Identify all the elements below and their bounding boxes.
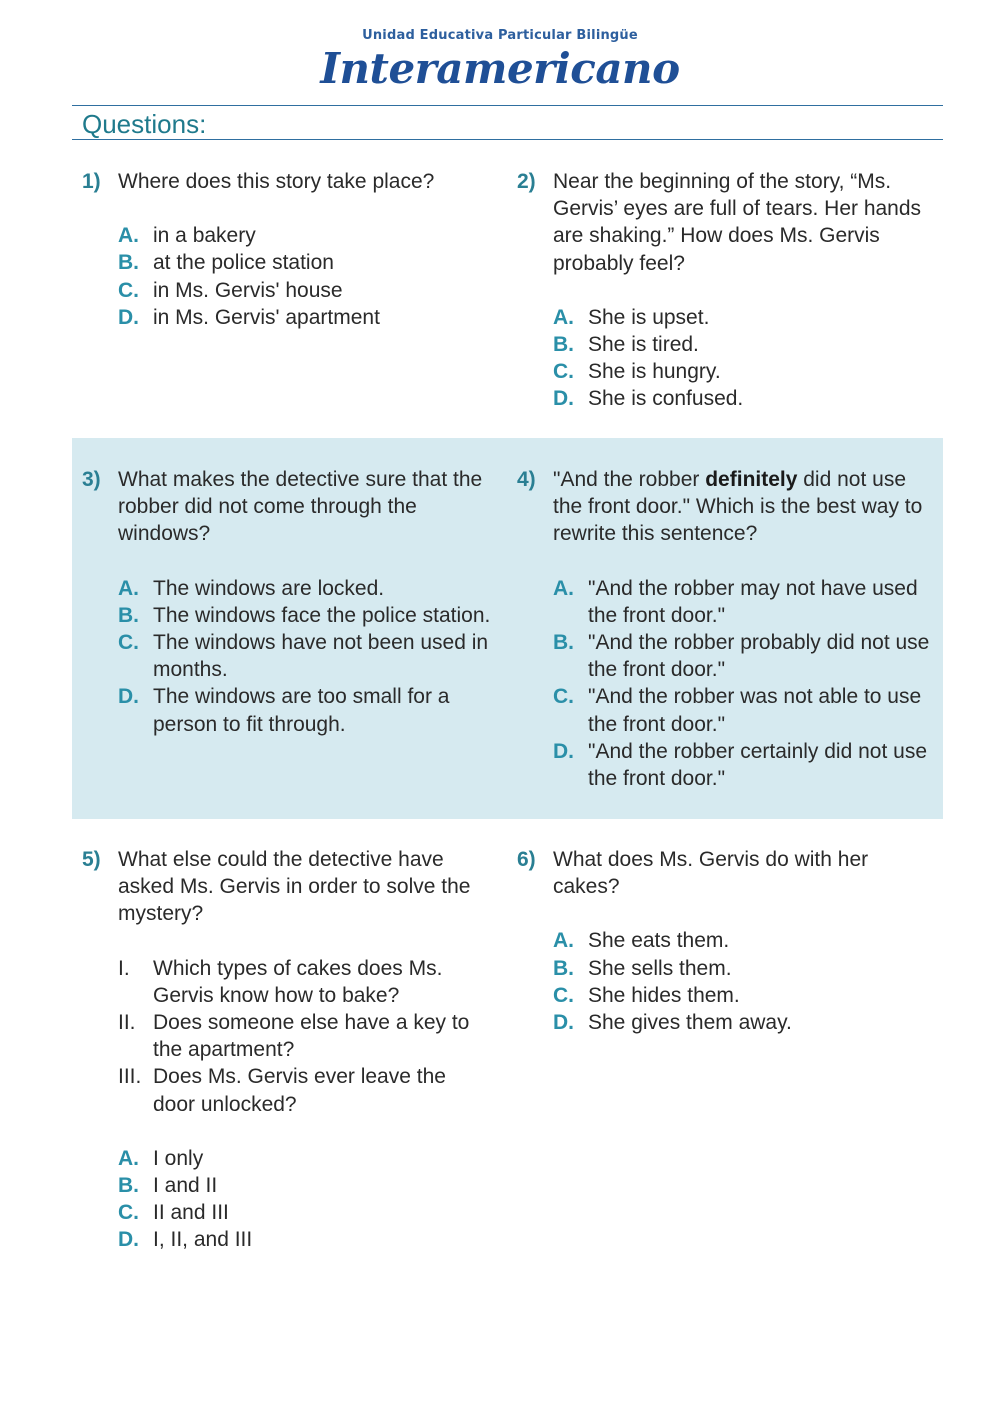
option-text: She is tired. bbox=[588, 333, 699, 357]
option-text: "And the robber may not have used the front door." bbox=[588, 576, 918, 627]
question-number: 6) bbox=[517, 848, 536, 871]
option-text: at the police station bbox=[153, 251, 334, 275]
option-c[interactable] bbox=[553, 358, 922, 385]
option-letter: D. bbox=[553, 739, 574, 763]
option-letter: A. bbox=[118, 576, 139, 600]
option-d[interactable] bbox=[553, 385, 922, 412]
option-letter: B. bbox=[553, 956, 574, 980]
option-letter: C. bbox=[553, 360, 574, 384]
option-text: II and III bbox=[153, 1201, 229, 1225]
option-a[interactable] bbox=[118, 575, 497, 602]
option-a[interactable] bbox=[553, 304, 922, 331]
option-letter: A. bbox=[118, 224, 139, 248]
roman-statements bbox=[118, 955, 492, 1118]
answer-options bbox=[118, 1145, 492, 1254]
option-text: "And the robber was not able to use the front door." bbox=[588, 685, 922, 736]
question-3 bbox=[82, 466, 497, 738]
question-text: What does Ms. Gervis do with her cakes? bbox=[553, 848, 869, 899]
statement-numeral: III. bbox=[118, 1065, 142, 1089]
option-d[interactable] bbox=[118, 683, 497, 737]
option-d[interactable] bbox=[118, 1226, 492, 1253]
option-c[interactable] bbox=[118, 277, 492, 304]
option-text: in Ms. Gervis' house bbox=[153, 278, 343, 302]
answer-options bbox=[118, 575, 497, 738]
option-text: She eats them. bbox=[588, 929, 730, 953]
answer-options bbox=[553, 304, 922, 413]
option-text: I only bbox=[153, 1146, 204, 1170]
option-letter: C. bbox=[553, 685, 574, 709]
option-text: She gives them away. bbox=[588, 1011, 792, 1035]
option-c[interactable] bbox=[118, 1199, 492, 1226]
statement-2 bbox=[118, 1009, 492, 1063]
option-letter: C. bbox=[118, 631, 139, 655]
question-number: 4) bbox=[517, 468, 536, 491]
option-text: in a bakery bbox=[153, 224, 256, 248]
statement-1 bbox=[118, 955, 492, 1009]
option-letter: B. bbox=[118, 251, 139, 275]
question-number: 3) bbox=[82, 468, 101, 491]
school-name: Unidad Educativa Particular Bilingüe bbox=[362, 28, 638, 43]
question-number: 1) bbox=[82, 170, 101, 193]
statement-numeral: I. bbox=[118, 956, 130, 980]
option-d[interactable] bbox=[118, 304, 492, 331]
option-letter: D. bbox=[553, 1011, 574, 1035]
option-letter: D. bbox=[118, 305, 139, 329]
brand-logo: Interamericano bbox=[320, 44, 680, 93]
header-rule-top bbox=[72, 105, 943, 106]
option-letter: B. bbox=[118, 603, 139, 627]
option-b[interactable] bbox=[118, 602, 497, 629]
option-text: She hides them. bbox=[588, 983, 740, 1007]
question-1 bbox=[82, 168, 492, 331]
option-text: The windows are too small for a person to fit through. bbox=[153, 685, 450, 736]
option-b[interactable] bbox=[553, 331, 922, 358]
statement-text: Which types of cakes does Ms. Gervis know how to bake? bbox=[153, 956, 443, 1007]
option-text: in Ms. Gervis' apartment bbox=[153, 305, 380, 329]
option-letter: B. bbox=[118, 1174, 139, 1198]
option-c[interactable] bbox=[118, 629, 497, 683]
option-letter: B. bbox=[553, 631, 574, 655]
option-letter: A. bbox=[553, 929, 574, 953]
option-d[interactable] bbox=[553, 1009, 922, 1036]
question-text-emphasis: definitely bbox=[705, 468, 798, 491]
statement-3 bbox=[118, 1063, 492, 1117]
option-letter: C. bbox=[118, 1201, 139, 1225]
option-text: The windows are locked. bbox=[153, 576, 385, 600]
question-4 bbox=[517, 466, 932, 792]
question-text: Near the beginning of the story, “Ms. Gervis’ eyes are full of tears. Her hands are shaking.” How does Ms. Gervis probably feel? bbox=[553, 170, 922, 275]
option-letter: D. bbox=[118, 685, 139, 709]
option-d[interactable] bbox=[553, 738, 932, 792]
question-6 bbox=[517, 846, 922, 1036]
option-c[interactable] bbox=[553, 982, 922, 1009]
question-text bbox=[553, 466, 932, 548]
question-text: What else could the detective have asked Ms. Gervis in order to solve the mystery? bbox=[118, 848, 471, 926]
option-a[interactable] bbox=[118, 1145, 492, 1172]
option-b[interactable] bbox=[553, 955, 922, 982]
question-text: What makes the detective sure that the robber did not come through the windows? bbox=[118, 468, 483, 546]
option-text: She is upset. bbox=[588, 305, 710, 329]
statement-text: Does Ms. Gervis ever leave the door unlocked? bbox=[153, 1065, 446, 1116]
option-letter: A. bbox=[118, 1146, 139, 1170]
option-b[interactable] bbox=[118, 249, 492, 276]
option-letter: A. bbox=[553, 576, 574, 600]
question-text-after: did not use the front door." Which is the best way to rewrite this sentence? bbox=[553, 468, 923, 546]
option-a[interactable] bbox=[553, 927, 922, 954]
option-text: The windows have not been used in months. bbox=[153, 631, 489, 682]
question-text-before: "And the robber bbox=[553, 468, 706, 491]
option-text: She sells them. bbox=[588, 956, 732, 980]
answer-options bbox=[553, 927, 922, 1036]
header-rule-bottom bbox=[72, 139, 943, 140]
answer-options bbox=[118, 222, 492, 331]
option-letter: C. bbox=[553, 983, 574, 1007]
option-letter: A. bbox=[553, 305, 574, 329]
question-5 bbox=[82, 846, 492, 1254]
option-b[interactable] bbox=[553, 629, 932, 683]
option-c[interactable] bbox=[553, 683, 932, 737]
statement-numeral: II. bbox=[118, 1011, 136, 1035]
option-text: "And the robber certainly did not use the front door." bbox=[588, 739, 927, 791]
question-number: 2) bbox=[517, 170, 536, 193]
option-text: She is confused. bbox=[588, 387, 744, 411]
question-text: Where does this story take place? bbox=[118, 170, 435, 193]
option-letter: D. bbox=[118, 1228, 139, 1252]
option-a[interactable] bbox=[118, 222, 492, 249]
answer-options bbox=[553, 575, 932, 793]
question-number: 5) bbox=[82, 848, 101, 871]
statement-text: Does someone else have a key to the apartment? bbox=[153, 1011, 470, 1062]
option-text: The windows face the police station. bbox=[153, 603, 491, 627]
option-a[interactable] bbox=[553, 575, 932, 629]
option-letter: B. bbox=[553, 333, 574, 357]
question-2 bbox=[517, 168, 922, 413]
option-b[interactable] bbox=[118, 1172, 492, 1199]
option-letter: C. bbox=[118, 278, 139, 302]
option-text: I, II, and III bbox=[153, 1228, 253, 1252]
option-text: She is hungry. bbox=[588, 360, 721, 384]
section-title: Questions: bbox=[82, 109, 207, 139]
option-text: "And the robber probably did not use the front door." bbox=[588, 631, 930, 682]
option-text: I and II bbox=[153, 1174, 218, 1198]
option-letter: D. bbox=[553, 387, 574, 411]
